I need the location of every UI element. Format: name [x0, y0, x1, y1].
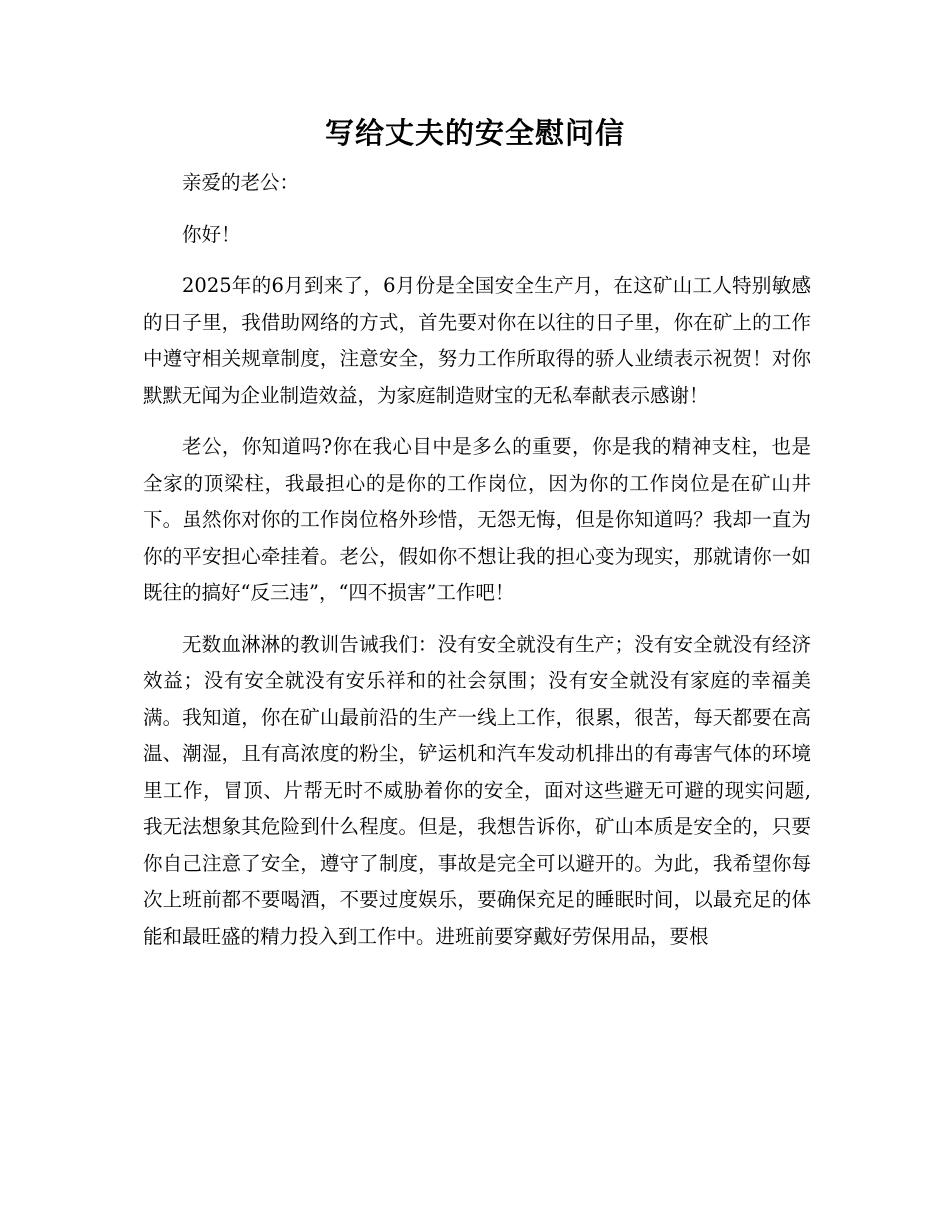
- greeting: 你好！: [182, 222, 241, 246]
- document-title: 写给丈夫的安全慰问信: [324, 116, 625, 150]
- body-paragraph: 2025年的6月到来了，6月份是全国安全生产月，在这矿山工人特别敏感的日子里，我借助网络的方式，首先要对你在以往的日子里，你在矿上的工作中遵守相关规章制度，注意安全，努力工作所取得的骄人业绩表示祝贺！对你默默无闻为企业制造效益，为家庭制造财宝的无私奉献表示感谢！: [143, 274, 811, 407]
- body-paragraph: 无数血淋淋的教训告诫我们：没有安全就没有生产；没有安全就没有经济效益；没有安全就没有安乐祥和的社会氛围；没有安全就没有家庭的幸福美满。我知道，你在矿山最前沿的生产一线上工作，很累，很苦，每天都要在高温、潮湿，且有高浓度的粉尘，铲运机和汽车发动机排出的有毒害气体的环境里工作，冒顶、片帮无时不威胁着你的安全，面对这些避无可避的现实问题,我无法想象其危险到什么程度。但是，我想告诉你，矿山本质是安全的，只要你自己注意了安全，遵守了制度，事故是完全可以避开的。为此，我希望你每次上班前都不要喝酒，不要过度娱乐，要确保充足的睡眠时间，以最充足的体能和最旺盛的精力投入到工作中。进班前要穿戴好劳保用品，要根: [143, 632, 811, 948]
- letter-body: [143, 165, 811, 955]
- body-paragraph: 老公，你知道吗?你在我心目中是多么的重要，你是我的精神支柱，也是全家的顶梁柱，我最担心的是你的工作岗位，因为你的工作岗位是在矿山井下。虽然你对你的工作岗位格外珍惜，无怨无悔，但是你知道吗？我却一直为你的平安担心牵挂着。老公，假如你不想让我的担心变为现实，那就请你一如既往的搞好“反三违”，“四不损害”工作吧！: [143, 435, 811, 604]
- salutation: 亲爱的老公：: [182, 171, 300, 194]
